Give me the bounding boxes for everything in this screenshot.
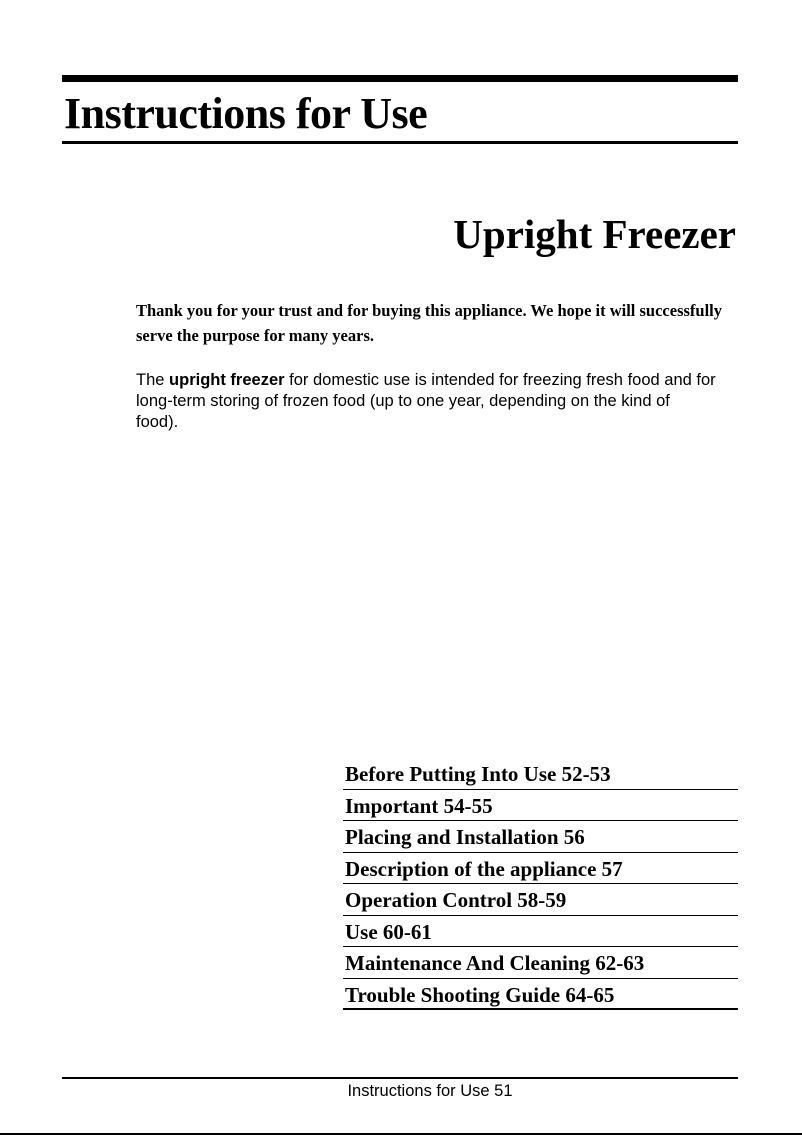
product-title: Upright Freezer: [453, 211, 736, 257]
footer-rule: [62, 1077, 738, 1079]
toc-item-before-putting-into-use: Before Putting Into Use 52-53: [343, 758, 738, 790]
intro-body: for domestic use is intended for freezing fresh food and for long-term storing of frozen food (up to one year, depending on the kind of food).: [136, 371, 716, 431]
thanks-paragraph: Thank you for your trust and for buying this appliance. We hope it will successfully serve the purpose for many years.: [136, 301, 723, 345]
intro-paragraph: [136, 370, 716, 433]
toc-item-use: Use 60-61: [343, 916, 738, 948]
title-underline-rule: [62, 141, 738, 144]
toc-item-placing-and-installation: Placing and Installation 56: [343, 821, 738, 853]
intro-emphasis: upright freezer: [169, 371, 285, 389]
toc-item-operation-control: Operation Control 58-59: [343, 884, 738, 916]
toc-item-trouble-shooting-guide: Trouble Shooting Guide 64-65: [343, 979, 738, 1011]
toc-item-description-of-appliance: Description of the appliance 57: [343, 853, 738, 885]
toc-item-maintenance-and-cleaning: Maintenance And Cleaning 62-63: [343, 947, 738, 979]
page-footer: Instructions for Use 51: [347, 1082, 513, 1100]
table-of-contents: [343, 758, 738, 1010]
page-bottom-edge: [0, 1133, 802, 1135]
page-title: Instructions for Use: [64, 89, 428, 138]
intro-lead: The: [136, 371, 170, 389]
header-top-rule: [62, 75, 738, 82]
toc-item-important: Important 54-55: [343, 790, 738, 822]
